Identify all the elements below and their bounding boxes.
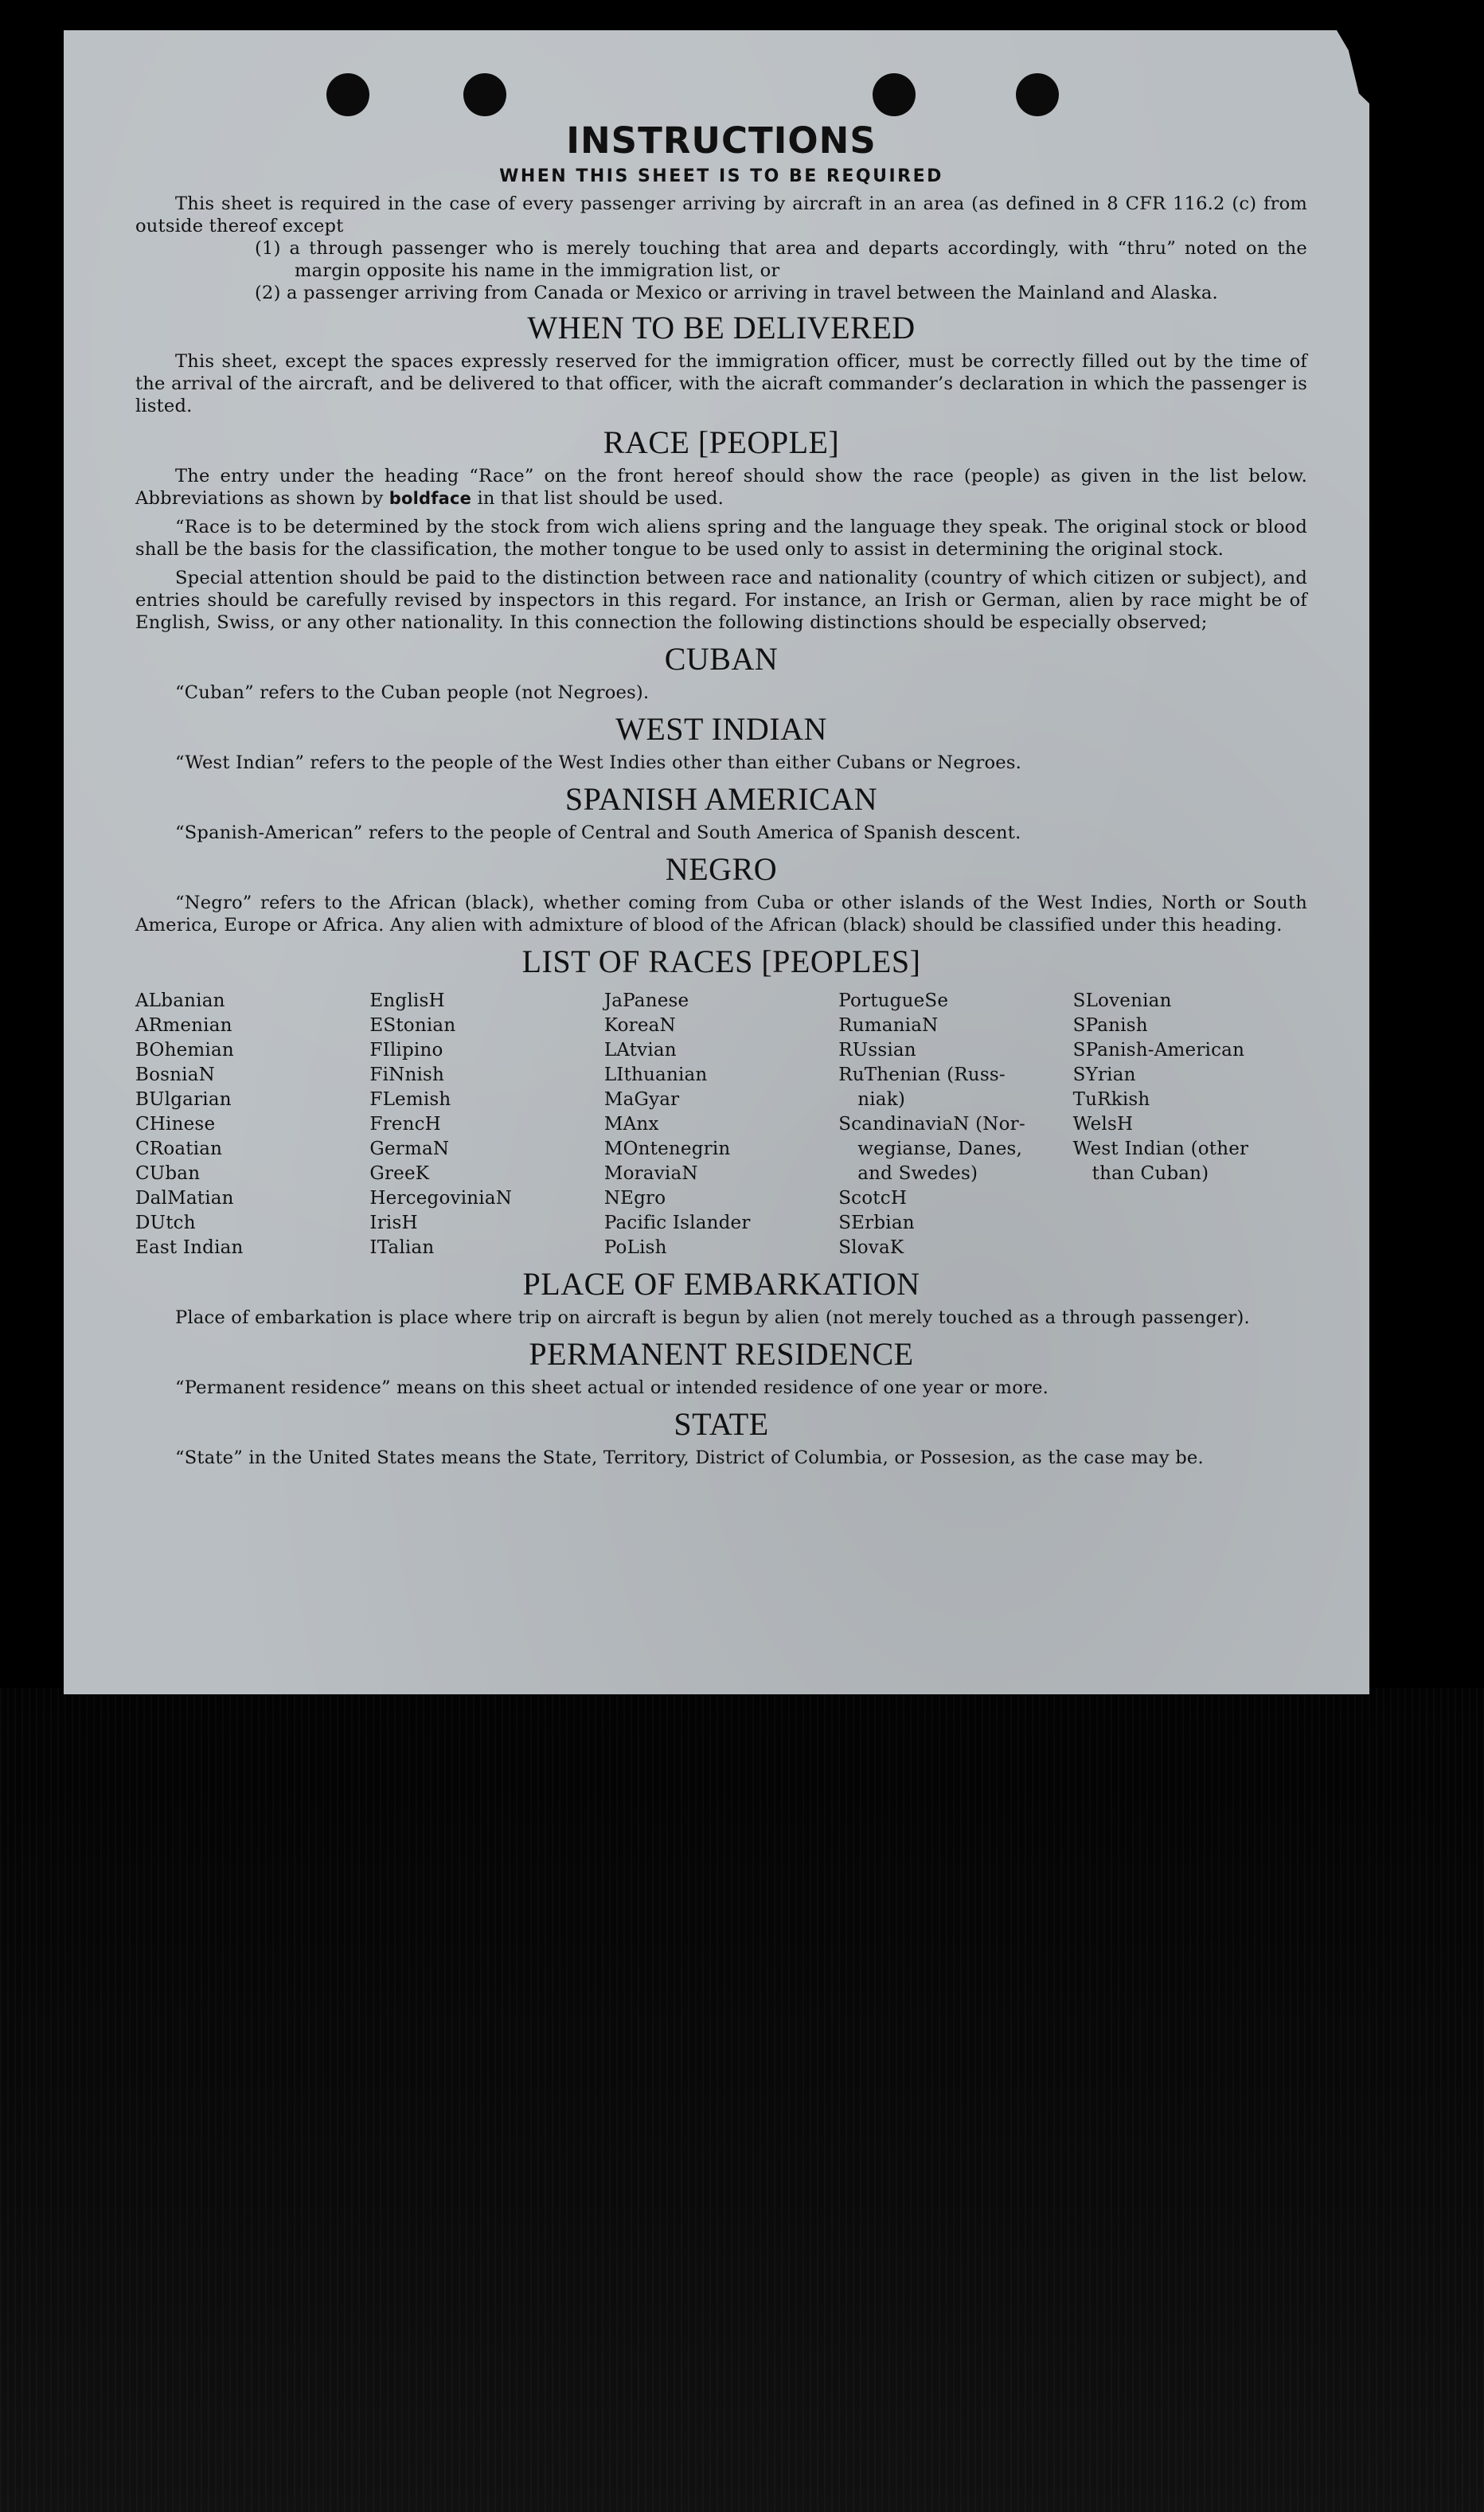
- delivered-heading: WHEN TO BE DELIVERED: [527, 310, 916, 346]
- delivered-text: This sheet, except the spaces expressly reserved for the immigration officer, must be correctly filled out by the time of the arrival of the aircraft, and be delivered to that officer, with the aicraft commander’s declaration in which the passenger is listed.: [135, 351, 1307, 416]
- race-item: ALbanian: [135, 990, 225, 1011]
- races-column: [135, 989, 369, 1260]
- race-paragraph-3: Special attention should be paid to the distinction between race and nationality (country of which citizen or subject), and entries should be carefully revised by inspectors in this regard. For instance, an Irish or German, alien by race might be of English, Swiss, or any other nationality. In this connection the following distinctions should be especially observed;: [135, 568, 1307, 633]
- race-paragraph-2: “Race is to be determined by the stock from wich aliens spring and the language they speak. The original stock or blood shall be the basis for the classification, the mother tongue to be used only to assist in determining the original stock.: [135, 517, 1307, 560]
- negro-text: “Negro” refers to the African (black), whether coming from Cuba or other islands of the West Indies, North or South America, Europe or Africa. Any alien with admixture of blood of the African (black) should be classified under this heading.: [135, 893, 1307, 936]
- race-item: HercegoviniaN: [369, 1188, 513, 1209]
- state-heading: STATE: [674, 1406, 769, 1442]
- races-column: [838, 989, 1072, 1260]
- punch-hole: [326, 73, 369, 116]
- race-item: West Indian (other: [1072, 1139, 1249, 1159]
- race-item: RuThenian (Russ-: [838, 1065, 1006, 1085]
- race-item: ScandinaviaN (Nor-: [838, 1114, 1025, 1135]
- residence-text: “Permanent residence” means on this sheet actual or intended residence of one year or more.: [175, 1377, 1049, 1398]
- race-item: niak): [857, 1089, 906, 1110]
- races-column: [1073, 989, 1307, 1260]
- race-item: than Cuban): [1092, 1163, 1209, 1184]
- race-item: DUtch: [135, 1213, 196, 1233]
- race-item: RumaniaN: [838, 1015, 939, 1036]
- race-item: CUban: [135, 1163, 201, 1184]
- document-content: [135, 119, 1307, 1475]
- race-item: MAnx: [603, 1114, 659, 1135]
- race-item: SErbian: [838, 1213, 915, 1233]
- race-item: BosniaN: [135, 1065, 215, 1085]
- race-item: IrisH: [369, 1213, 418, 1233]
- punch-hole: [1016, 73, 1059, 116]
- race-item: JaPanese: [603, 990, 689, 1011]
- races-list: [135, 989, 1307, 1260]
- when-required-heading: WHEN THIS SHEET IS TO BE REQUIRED: [499, 166, 943, 186]
- west-indian-text: “West Indian” refers to the people of the West Indies other than either Cubans or Negroes.: [175, 752, 1022, 773]
- residence-heading: PERMANENT RESIDENCE: [529, 1336, 914, 1372]
- race-item: WelsH: [1072, 1114, 1134, 1135]
- race-item: BUlgarian: [135, 1089, 232, 1110]
- exception-item: (2) a passenger arriving from Canada or Mexico or arriving in travel between the Mainland and Alaska.: [255, 283, 1218, 303]
- race-item: GreeK: [369, 1163, 430, 1184]
- race-item: FIlipino: [369, 1040, 443, 1061]
- cuban-heading: CUBAN: [664, 641, 779, 677]
- race-item: RUssian: [838, 1040, 916, 1061]
- race-item: LIthuanian: [603, 1065, 708, 1085]
- cuban-text: “Cuban” refers to the Cuban people (not Negroes).: [175, 682, 650, 703]
- spanish-american-text: “Spanish-American” refers to the people of Central and South America of Spanish descent.: [175, 822, 1021, 843]
- west-indian-heading: WEST INDIAN: [615, 711, 827, 747]
- race-item: FiNnish: [369, 1065, 445, 1085]
- race-item: CRoatian: [135, 1139, 223, 1159]
- race-item: SLovenian: [1072, 990, 1172, 1011]
- exceptions-list: [135, 237, 1307, 304]
- race-item: CHinese: [135, 1114, 216, 1135]
- page-title: INSTRUCTIONS: [566, 119, 877, 162]
- race-item: PoLish: [603, 1237, 667, 1258]
- races-column: [604, 989, 838, 1260]
- race-item: KoreaN: [603, 1015, 676, 1036]
- state-text: “State” in the United States means the State, Territory, District of Columbia, or Possesion, as the case may be.: [175, 1447, 1204, 1468]
- race-item: SlovaK: [838, 1237, 904, 1258]
- punch-hole: [463, 73, 506, 116]
- race-heading: RACE [PEOPLE]: [603, 424, 840, 460]
- race-item: East Indian: [135, 1237, 244, 1258]
- race-item: FrencH: [369, 1114, 441, 1135]
- when-required-text: This sheet is required in the case of every passenger arriving by aircraft in an area (as defined in 8 CFR 116.2 (c) from outside thereof except: [135, 193, 1307, 236]
- race-item: MoraviaN: [603, 1163, 698, 1184]
- race-item: MaGyar: [603, 1089, 680, 1110]
- race-paragraph-1: The entry under the heading “Race” on the front hereof should show the race (people) as given in the list below. Abbreviations as shown by boldface in that list should be used.: [135, 466, 1307, 509]
- race-item: BOhemian: [135, 1040, 234, 1061]
- race-item: DalMatian: [135, 1188, 234, 1209]
- embarkation-heading: PLACE OF EMBARKATION: [522, 1266, 920, 1302]
- boldface-word: boldface: [389, 489, 472, 508]
- race-item: SPanish-American: [1072, 1040, 1245, 1061]
- exception-item: (1) a through passenger who is merely touching that area and departs accordingly, with “thru” noted on the margin opposite his name in the immigration list, or: [255, 238, 1307, 281]
- punch-hole: [873, 73, 916, 116]
- race-item: PortugueSe: [838, 990, 949, 1011]
- race-item: Pacific Islander: [603, 1213, 751, 1233]
- race-item: ARmenian: [135, 1015, 232, 1036]
- race-item: ITalian: [369, 1237, 435, 1258]
- race-item: TuRkish: [1072, 1089, 1150, 1110]
- race-item: SYrian: [1072, 1065, 1136, 1085]
- race-item: wegianse, Danes,: [857, 1139, 1023, 1159]
- races-column: [369, 989, 603, 1260]
- negro-heading: NEGRO: [665, 851, 778, 887]
- race-item: EStonian: [369, 1015, 456, 1036]
- list-of-races-heading: LIST OF RACES [PEOPLES]: [521, 943, 921, 979]
- race-item: NEgro: [603, 1188, 666, 1209]
- embarkation-text: Place of embarkation is place where trip on aircraft is begun by alien (not merely touched as a through passenger).: [175, 1307, 1250, 1328]
- race-item: and Swedes): [857, 1163, 978, 1184]
- spanish-american-heading: SPANISH AMERICAN: [564, 781, 878, 817]
- race-item: FLemish: [369, 1089, 451, 1110]
- race-item: MOntenegrin: [603, 1139, 731, 1159]
- race-item: EnglisH: [369, 990, 445, 1011]
- film-background: [0, 1688, 1484, 2512]
- race-item: ScotcH: [838, 1188, 908, 1209]
- race-item: LAtvian: [603, 1040, 677, 1061]
- race-item: SPanish: [1072, 1015, 1148, 1036]
- race-item: GermaN: [369, 1139, 450, 1159]
